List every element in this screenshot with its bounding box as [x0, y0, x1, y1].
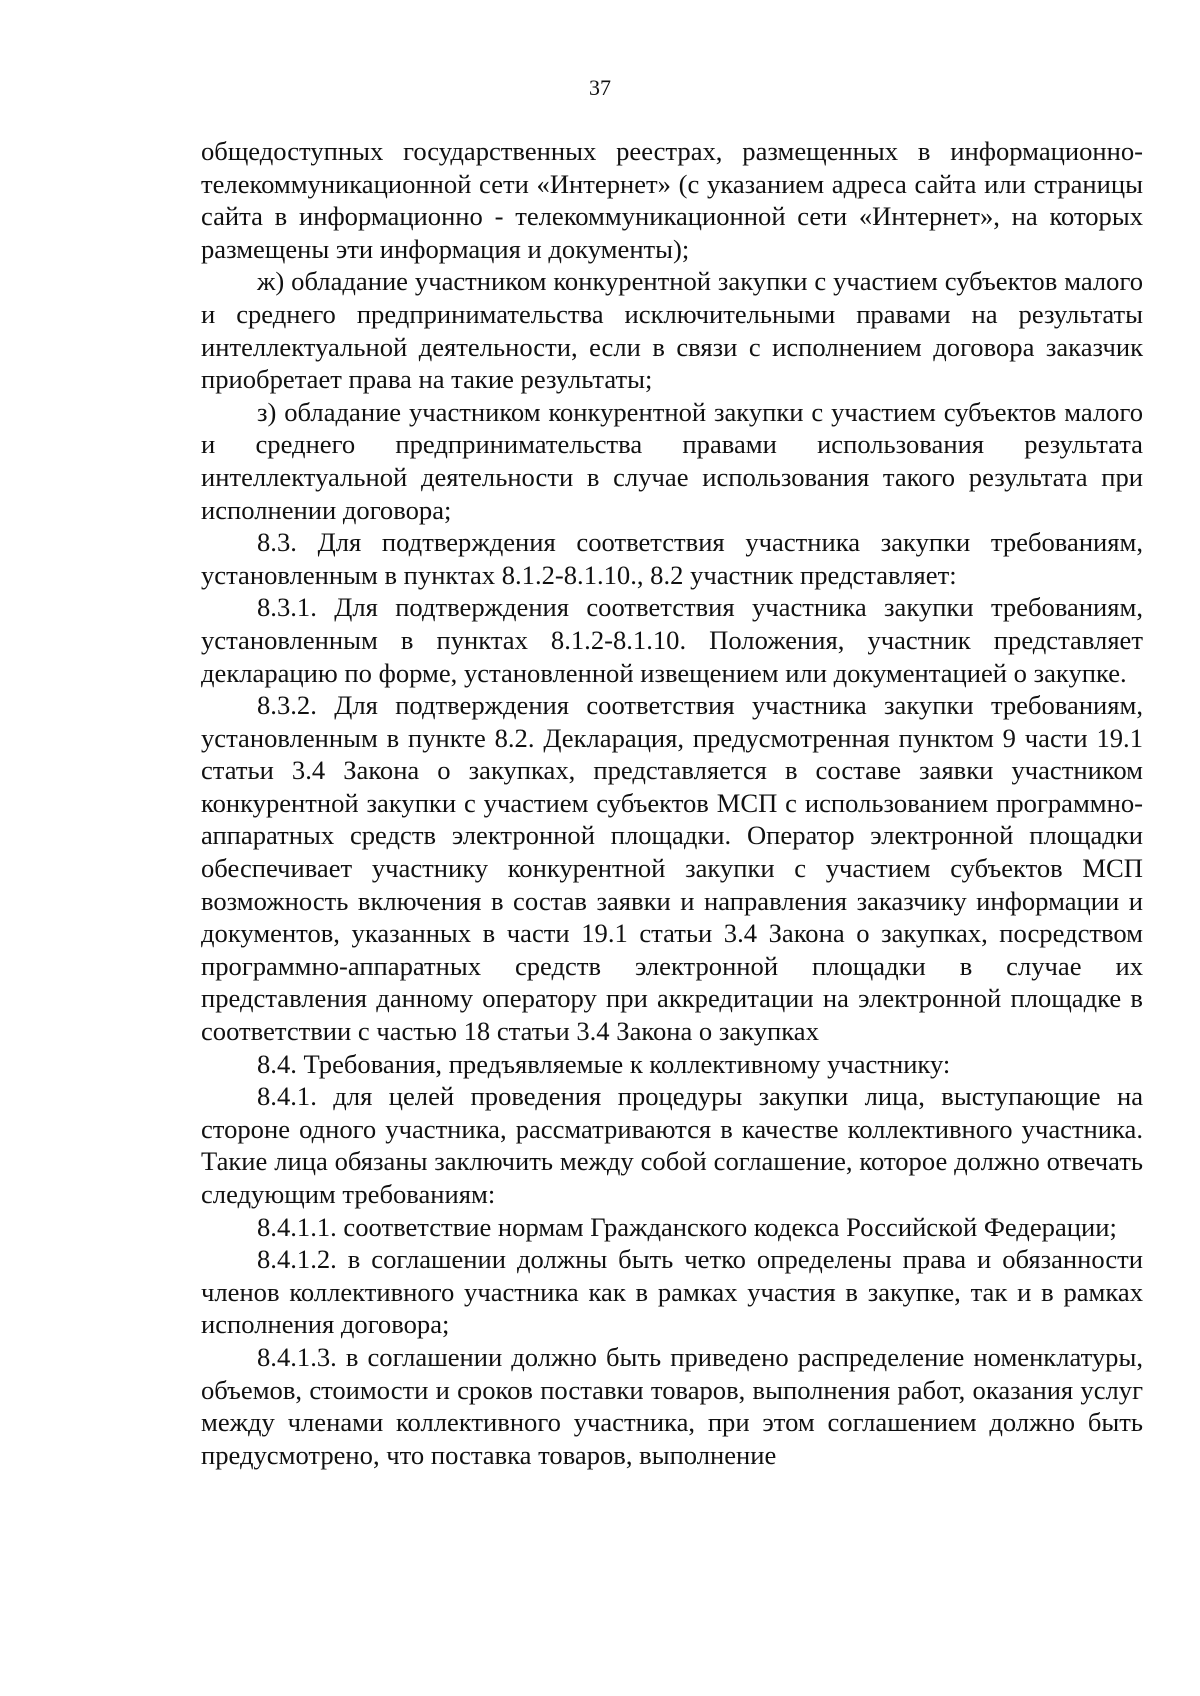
paragraph-8-4-1: 8.4.1. для целей проведения процедуры закупки лица, выступающие на стороне одного участника, рассматриваются в качестве коллективного участника. Такие лица обязаны заключить между собой соглашение, которое должно отвечать следующим требованиям: [201, 1081, 1143, 1209]
paragraph-8-4-1-2: 8.4.1.2. в соглашении должны быть четко определены права и обязанности членов коллективного участника как в рамках участия в закупке, так и в рамках исполнения договора; [201, 1244, 1143, 1340]
paragraph-8-3: 8.3. Для подтверждения соответствия участника закупки требованиям, установленным в пунктах 8.1.2-8.1.10., 8.2 участник представляет: [201, 527, 1143, 590]
paragraph-item-z: з) обладание участником конкурентной закупки с участием субъектов малого и среднего предпринимательства правами использования результата интеллектуальной деятельности в случае использования такого результата при исполнении договора; [201, 396, 1143, 525]
paragraph-8-4: 8.4. Требования, предъявляемые к коллективному участнику: [257, 1048, 951, 1079]
paragraph-8-3-2: 8.3.2. Для подтверждения соответствия участника закупки требованиям, установленным в пункте 8.2. Декларация, предусмотренная пунктом 9 части 19.1 статьи 3.4 Закона о закупках, представляется в составе заявки участником конкурентной закупки с участием субъектов МСП с использованием программно-аппаратных средств электронной площадки. Оператор электронной площадки обеспечивает участнику конкурентной закупки с участием субъектов МСП возможность включения в состав заявки и направления заказчику информации и документов, указанных в части 19.1 статьи 3.4 Закона о закупках, посредством программно-аппаратных средств электронной площадки в случае их представления данному оператору при аккредитации на электронной площадке в соответствии с частью 18 статьи 3.4 Закона о закупках [201, 690, 1143, 1047]
paragraph-8-3-1: 8.3.1. Для подтверждения соответствия участника закупки требованиям, установленным в пунктах 8.1.2-8.1.10. Положения, участник представляет декларацию по форме, установленной извещением или документацией о закупке. [201, 592, 1143, 688]
paragraph-8-4-1-3: 8.4.1.3. в соглашении должно быть приведено распределение номенклатуры, объемов, стоимости и сроков поставки товаров, выполнения работ, оказания услуг между членами коллективного участника, при этом соглашением должно быть предусмотрено, что поставка товаров, выполнение [201, 1341, 1143, 1470]
paragraph-continuation: общедоступных государственных реестрах, размещенных в информационно-телекоммуникационной сети «Интернет» (с указанием адреса сайта или страницы сайта в информационно - телекоммуникационной сети «Интернет», на которых размещены эти информация и документы); [201, 136, 1143, 264]
document-text-body [201, 135, 1143, 1471]
paragraph-8-4-1-1: 8.4.1.1. соответствие нормам Гражданского кодекса Российской Федерации; [257, 1211, 1117, 1242]
paragraph-item-zh: ж) обладание участником конкурентной закупки с участием субъектов малого и среднего предпринимательства исключительными правами на результаты интеллектуальной деятельности, если в связи с исполнением договора заказчик приобретает права на такие результаты; [201, 266, 1143, 395]
page-number: 37 [589, 75, 611, 100]
